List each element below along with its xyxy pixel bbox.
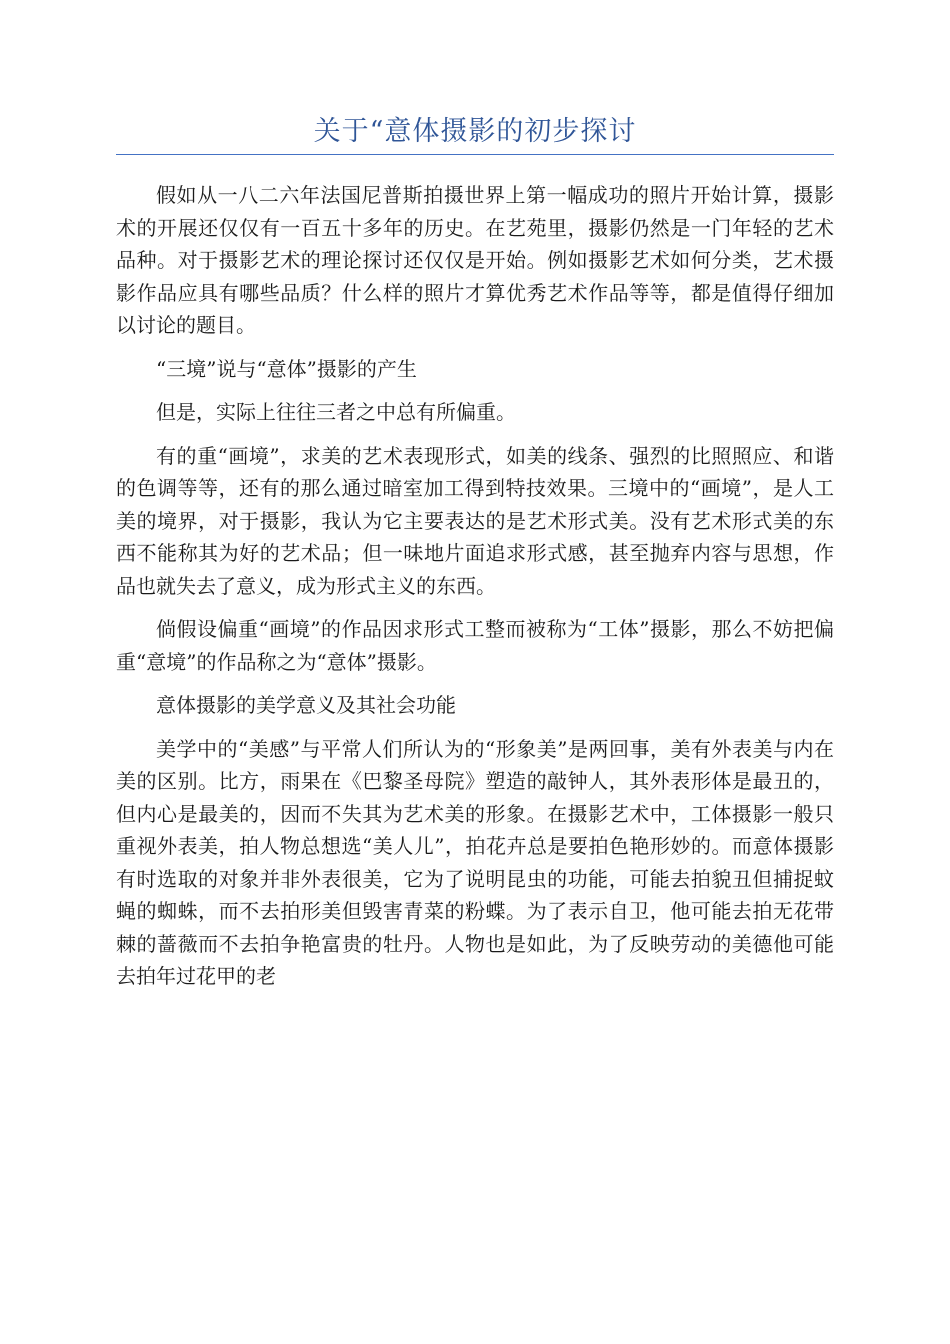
paragraph: 但是，实际上往往三者之中总有所偏重。 bbox=[156, 400, 516, 424]
section-heading-three-realms: “三境”说与“意体”摄影的产生 bbox=[156, 356, 417, 381]
paragraph-intro: 假如从一八二六年法国尼普斯拍摄世界上第一幅成功的照片开始计算，摄影术的开展还仅仅有一百五十多年的历史。在艺苑里，摄影仍然是一门年轻的艺术品种。对于摄影艺术的理论探讨还仅仅是开始。例如摄影艺术如何分类，艺术摄影作品应具有哪些品质？什么样的照片才算优秀艺术作品等等，都是值得仔细加以讨论的题目。 bbox=[116, 183, 834, 337]
document-body bbox=[116, 179, 834, 993]
section-heading-aesthetics: 意体摄影的美学意义及其社会功能 bbox=[156, 693, 456, 717]
paragraph: 美学中的“美感”与平常人们所认为的“形象美”是两回事，美有外表美与内在美的区别。比方，雨果在《巴黎圣母院》塑造的敲钟人，其外表形体是最丑的，但内心是最美的，因而不失其为艺术美的形象。在摄影艺术中，工体摄影一般只重视外表美，拍人物总想选“美人儿”，拍花卉总是要拍色艳形妙的。而意体摄影有时选取的对象并非外表很美，它为了说明昆虫的功能，可能去拍貌丑但捕捉蚊蝇的蜘蛛，而不去拍形美但毁害青菜的粉蝶。为了表示自卫，他可能去拍无花带棘的蔷薇而不去拍争艳富贵的牡丹。人物也是如此，为了反映劳动的美德他可能去拍年过花甲的老 bbox=[116, 736, 834, 988]
paragraph: 有的重“画境”，求美的艺术表现形式，如美的线条、强烈的比照照应、和谐的色调等等，还有的那么通过暗室加工得到特技效果。三境中的“画境”，是人工美的境界，对于摄影，我认为它主要表达的是艺术形式美。没有艺术形式美的东西不能称其为好的艺术品；但一味地片面追求形式感，甚至抛弃内容与思想，作品也就失去了意义，成为形式主义的东西。 bbox=[116, 443, 834, 598]
paragraph: 倘假设偏重“画境”的作品因求形式工整而被称为“工体”摄影，那么不妨把偏重“意境”的作品称之为“意体”摄影。 bbox=[116, 617, 834, 674]
document-title: 关于“意体摄影的初步探讨 bbox=[116, 112, 834, 155]
document-page bbox=[116, 112, 834, 1004]
